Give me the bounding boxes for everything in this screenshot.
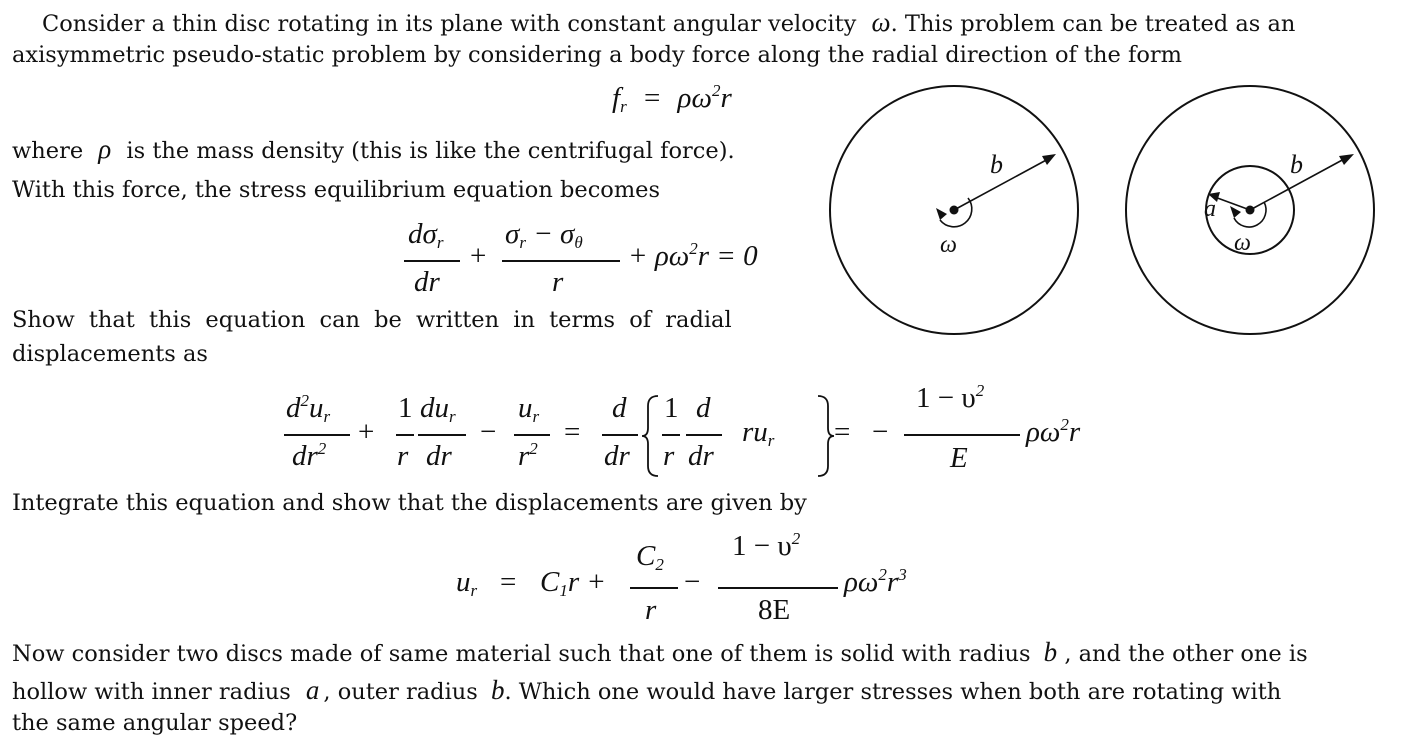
paragraph-question-line2: hollow with inner radius a , outer radius b. Which one would have larger stresses when both are rotating with — [12, 675, 1282, 705]
hollow-disc-omega-label: ω — [1234, 230, 1251, 256]
symbol-b-outer: b — [490, 675, 505, 705]
paragraph-displacement-line2: displacements as — [12, 341, 208, 367]
paragraph-intro-line1: Consider a thin disc rotating in its plane with constant angular velocity ω. This problem can be treated as an — [42, 7, 1296, 37]
paragraph-density-line1: where ρ is the mass density (this is like the centrifugal force). — [12, 134, 735, 164]
symbol-b: b — [1043, 637, 1058, 667]
omega-symbol: ω — [871, 7, 891, 37]
solid-disc-radius-label: b — [990, 150, 1003, 179]
paragraph-question-line1: Now consider two discs made of same material such that one of them is solid with radius b , and the other one is — [12, 637, 1308, 667]
paragraph-displacement-line1: Show that this equation can be written in terms of radial — [12, 307, 732, 333]
rho-symbol: ρ — [98, 134, 112, 164]
left-brace — [640, 394, 662, 478]
paragraph-intro-line2: axisymmetric pseudo-static problem by considering a body force along the radial direction of the form — [12, 42, 1182, 68]
paragraph-density-line2: With this force, the stress equilibrium equation becomes — [12, 177, 661, 203]
hollow-disc-inner-label: a — [1204, 196, 1216, 222]
right-brace — [814, 394, 836, 478]
hollow-disc-diagram — [1118, 78, 1380, 338]
equation-body-force: fr = $\rho\omega^2r$ — [612, 81, 732, 116]
solid-disc-diagram — [828, 78, 1088, 338]
symbol-a: a — [305, 675, 320, 705]
paragraph-question-line3: the same angular speed? — [12, 710, 298, 736]
hollow-disc-outer-label: b — [1290, 150, 1303, 179]
solid-disc-omega-label: ω — [940, 232, 957, 258]
paragraph-integrate: Integrate this equation and show that the displacements are given by — [12, 490, 807, 516]
